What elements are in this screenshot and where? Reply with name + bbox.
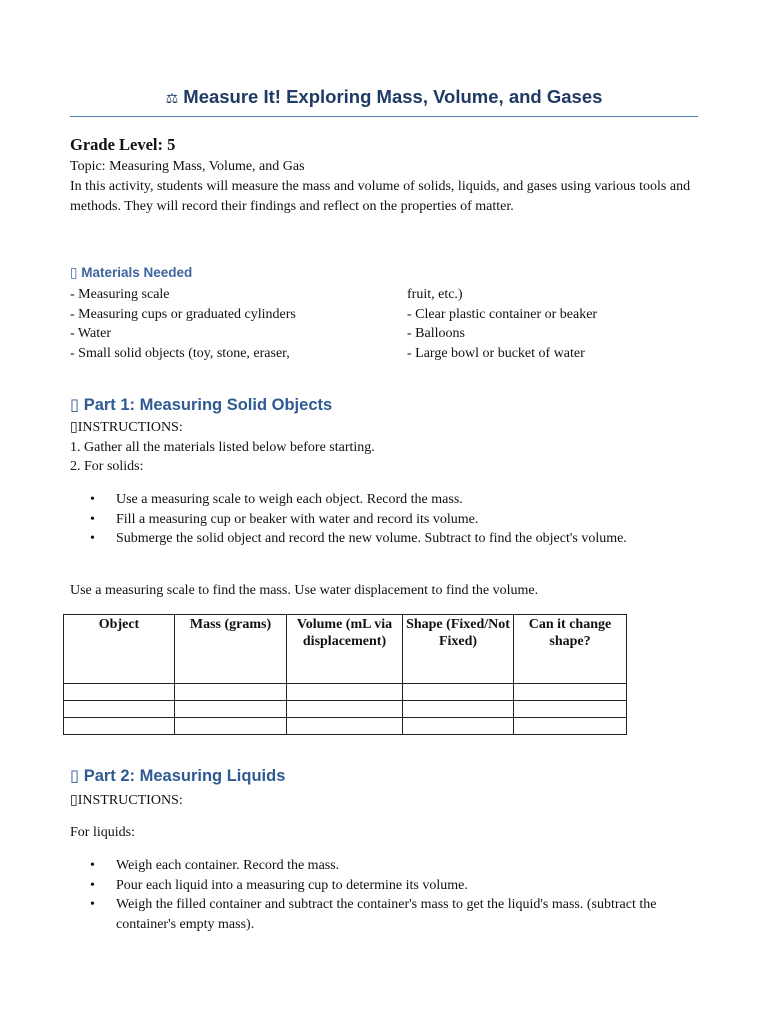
materials-icon: ▯ [70, 265, 78, 280]
intro-paragraph: In this activity, students will measure the mass and volume of solids, liquids, and gases using various tools and methods. They will record their findings and reflect on the properties of matter. [70, 179, 691, 214]
table-header-cell: Object [64, 615, 175, 684]
bullet-icon: • [90, 531, 95, 547]
material-item: fruit, etc.) [407, 287, 463, 302]
table-header-cell: Volume (mL via displacement) [287, 615, 403, 684]
table-cell[interactable] [403, 701, 514, 718]
part2-instructions-label [70, 791, 183, 811]
table-row [64, 718, 627, 735]
table-cell[interactable] [514, 701, 627, 718]
list-item-text: Use a measuring scale to weigh each object. Record the mass. [116, 492, 463, 507]
materials-left-column [70, 285, 296, 363]
table-cell[interactable] [287, 684, 403, 701]
instructions-icon: ▯ [70, 793, 78, 808]
bullet-icon: • [90, 858, 95, 873]
material-item: - Small solid objects (toy, stone, eraser, [70, 345, 290, 361]
material-item: - Large bowl or bucket of water [407, 345, 585, 361]
bullet-icon: • [90, 877, 95, 893]
list-item [70, 856, 690, 876]
grade-level: Grade Level: 5 [70, 135, 176, 154]
materials-right-column [407, 285, 597, 363]
page-title [70, 86, 698, 108]
scale-icon: ⚖ [165, 90, 179, 106]
part1-heading-text: Part 1: Measuring Solid Objects [83, 396, 333, 414]
table-cell[interactable] [175, 701, 287, 718]
table-header-cell: Shape (Fixed/Not Fixed) [403, 615, 514, 684]
part2-icon: ▯ [70, 767, 80, 785]
table-cell[interactable] [64, 684, 175, 701]
page-title-text: Measure It! Exploring Mass, Volume, and Gases [183, 86, 603, 107]
instructions-icon: ▯ [70, 420, 78, 435]
list-item [70, 895, 690, 934]
bullet-icon: • [90, 492, 95, 507]
list-item [70, 876, 690, 896]
list-item-text: Weigh the filled container and subtract the container's mass to get the liquid's mass. (subtract the container's empty mass). [116, 897, 657, 932]
list-item-text: Fill a measuring cup or beaker with water and record its volume. [116, 511, 479, 527]
part2-lead: For liquids: [70, 825, 135, 840]
part1-note: Use a measuring scale to find the mass. Use water displacement to find the volume. [70, 583, 539, 598]
table-row [64, 701, 627, 718]
table-cell[interactable] [64, 701, 175, 718]
material-item: - Measuring cups or graduated cylinders [70, 306, 296, 322]
material-item: - Clear plastic container or beaker [407, 306, 598, 322]
part2-heading-text: Part 2: Measuring Liquids [83, 767, 286, 785]
table-cell[interactable] [403, 684, 514, 701]
table-header-cell: Can it change shape? [514, 615, 627, 684]
bullet-icon: • [90, 511, 95, 527]
table-header-cell: Mass (grams) [175, 615, 287, 684]
title-divider [70, 116, 698, 117]
materials-heading [70, 265, 192, 281]
list-item [70, 490, 690, 510]
part2-heading [70, 766, 285, 786]
part2-bullet-list [70, 856, 690, 934]
part1-heading [70, 395, 332, 415]
list-item-text: Submerge the solid object and record the new volume. Subtract to find the object's volume. [116, 531, 627, 547]
part1-step-2: 2. For solids: [70, 459, 144, 474]
table-header-row [64, 615, 627, 684]
part1-bullet-list [70, 490, 690, 549]
list-item [70, 529, 690, 549]
table-cell[interactable] [175, 718, 287, 735]
topic-line: Topic: Measuring Mass, Volume, and Gas [70, 159, 305, 174]
table-cell[interactable] [64, 718, 175, 735]
table-cell[interactable] [287, 718, 403, 735]
list-item [70, 510, 690, 530]
materials-heading-text: Materials Needed [81, 265, 193, 280]
solids-data-table [63, 614, 627, 735]
table-cell[interactable] [514, 684, 627, 701]
part1-step-1: 1. Gather all the materials listed below before starting. [70, 440, 375, 455]
part1-instructions-label [70, 418, 183, 438]
part1-icon: ▯ [70, 396, 80, 414]
table-cell[interactable] [403, 718, 514, 735]
instructions-text: INSTRUCTIONS: [77, 793, 183, 808]
material-item: - Balloons [407, 326, 465, 342]
list-item-text: Weigh each container. Record the mass. [116, 858, 340, 873]
material-item: - Measuring scale [70, 287, 170, 302]
bullet-icon: • [90, 897, 95, 913]
table-cell[interactable] [514, 718, 627, 735]
table-cell[interactable] [175, 684, 287, 701]
table-row [64, 684, 627, 701]
list-item-text: Pour each liquid into a measuring cup to determine its volume. [116, 877, 468, 893]
instructions-text: INSTRUCTIONS: [77, 420, 183, 435]
table-cell[interactable] [287, 701, 403, 718]
material-item: - Water [70, 326, 111, 342]
